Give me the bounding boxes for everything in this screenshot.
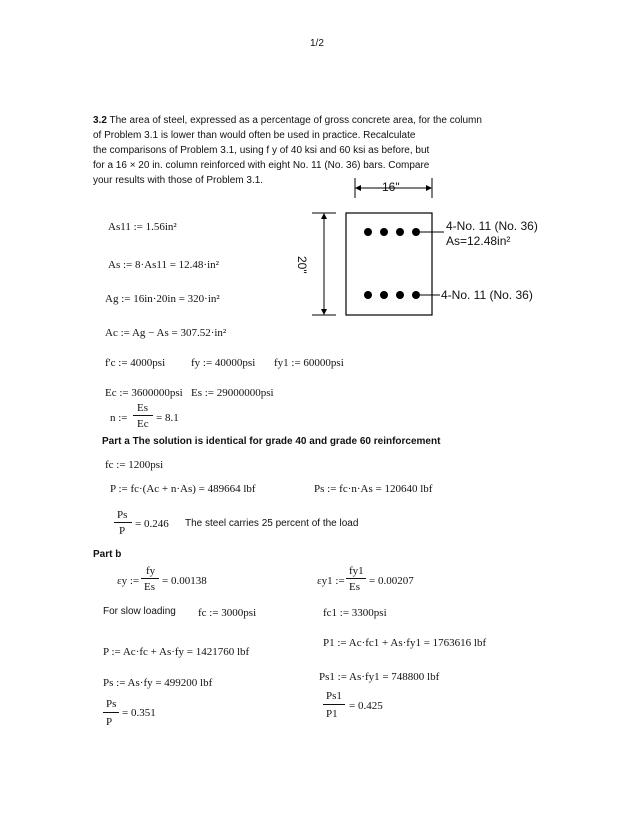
eq-ac: Ac := Ag − As = 307.52·in² — [105, 327, 227, 339]
part-b-ey1-bar — [346, 578, 366, 579]
part-b-p1: P1 := Ac·fc1 + As·fy1 = 1763616 lbf — [323, 637, 487, 649]
top-bars-label: 4-No. 11 (No. 36) — [446, 219, 538, 233]
part-a-p: P := fc·(Ac + n·As) = 489664 lbf — [110, 483, 256, 495]
part-a-ratio-denominator: P — [119, 525, 126, 537]
rebar-bottom-1 — [364, 291, 372, 299]
rebar-bottom-3 — [396, 291, 404, 299]
part-b-ratio1-denominator: P1 — [326, 708, 338, 720]
eq-fc-prime: f'c := 4000psi — [105, 357, 166, 369]
part-b-fc1: fc1 := 3300psi — [323, 607, 387, 619]
part-a-ratio-result: = 0.246 — [135, 518, 169, 530]
rebar-top-4 — [412, 228, 420, 236]
part-a-comment: The steel carries 25 percent of the load — [185, 518, 359, 529]
part-b-ratio1-bar — [323, 704, 345, 705]
steel-area-label: As=12.48in² — [446, 234, 511, 248]
eq-n-result: = 8.1 — [156, 412, 179, 424]
part-b-ey1-numerator: fy1 — [349, 565, 364, 577]
part-b-p: P := Ac·fc + As·fy = 1421760 lbf — [103, 646, 250, 658]
rebar-top-1 — [364, 228, 372, 236]
eq-as: As := 8·As11 = 12.48·in² — [108, 259, 219, 271]
part-b-ratio1-numerator: Ps1 — [326, 690, 342, 702]
rebar-bottom-2 — [380, 291, 388, 299]
part-a-heading: Part a The solution is identical for grade 40 and grade 60 reinforcement — [102, 436, 441, 447]
problem-line-3: the comparisons of Problem 3.1, using f y of 40 ksi and 60 ksi as before, but — [93, 145, 430, 156]
part-a-fc: fc := 1200psi — [105, 459, 164, 471]
problem-line-4: for a 16 × 20 in. column reinforced with eight No. 11 (No. 36) bars. Compare — [93, 160, 430, 171]
eq-es: Es := 29000000psi — [191, 387, 274, 399]
part-a-ratio-bar — [114, 522, 132, 523]
part-b-ratio-numerator: Ps — [106, 698, 117, 710]
eq-fy1: fy1 := 60000psi — [274, 357, 344, 369]
part-a-ps: Ps := fc·n·As = 120640 lbf — [314, 483, 433, 495]
part-b-ratio1-result: = 0.425 — [349, 700, 383, 712]
problem-line-5: your results with those of Problem 3.1. — [93, 175, 264, 186]
problem-line-1 — [93, 113, 482, 128]
part-a-ratio-numerator: Ps — [117, 509, 128, 521]
part-b-ey-bar — [141, 578, 159, 579]
part-b-ratio-bar — [103, 712, 119, 713]
eq-n-denominator: Ec — [137, 418, 149, 430]
part-b-ey-denominator: Es — [144, 581, 155, 593]
problem-line-2: of Problem 3.1 is lower than would often be used in practice. Recalculate — [93, 130, 416, 141]
part-b-ey1-result: = 0.00207 — [369, 575, 414, 587]
problem-text: The area of steel, expressed as a percentage of gross concrete area, for the column — [109, 115, 482, 126]
width-dimension-label: 16" — [382, 180, 400, 194]
part-b-ey1-lhs: εy1 := — [317, 575, 345, 587]
eq-fy: fy := 40000psi — [191, 357, 256, 369]
problem-number: 3.2 — [93, 115, 107, 126]
eq-as11: As11 := 1.56in² — [108, 221, 177, 233]
part-b-heading: Part b — [93, 549, 122, 560]
rebar-top-2 — [380, 228, 388, 236]
height-dimension-label: 20" — [295, 256, 309, 274]
part-b-ps1: Ps1 := As·fy1 = 748800 lbf — [319, 671, 440, 683]
rebar-top-3 — [396, 228, 404, 236]
eq-n-fraction-bar — [133, 415, 153, 416]
part-b-ratio-result: = 0.351 — [122, 707, 156, 719]
part-b-ps: Ps := As·fy = 499200 lbf — [103, 677, 213, 689]
column-section-diagram — [300, 176, 560, 326]
part-b-fc: fc := 3000psi — [198, 607, 257, 619]
part-b-ey-lhs: εy := — [117, 575, 140, 587]
eq-n-numerator: Es — [137, 402, 148, 414]
part-b-ey-numerator: fy — [146, 565, 156, 577]
part-b-ey1-denominator: Es — [349, 581, 360, 593]
part-b-ey-result: = 0.00138 — [162, 575, 207, 587]
eq-n-lhs: n := — [110, 412, 128, 424]
eq-ec: Ec := 3600000psi — [105, 387, 183, 399]
part-b-slow-loading: For slow loading — [103, 606, 176, 617]
eq-ag: Ag := 16in·20in = 320·in² — [105, 293, 220, 305]
bottom-bars-label: 4-No. 11 (No. 36) — [441, 288, 533, 302]
column-outline — [346, 213, 432, 315]
page-number: 1/2 — [310, 38, 324, 49]
rebar-bottom-4 — [412, 291, 420, 299]
part-b-ratio-denominator: P — [106, 716, 113, 728]
